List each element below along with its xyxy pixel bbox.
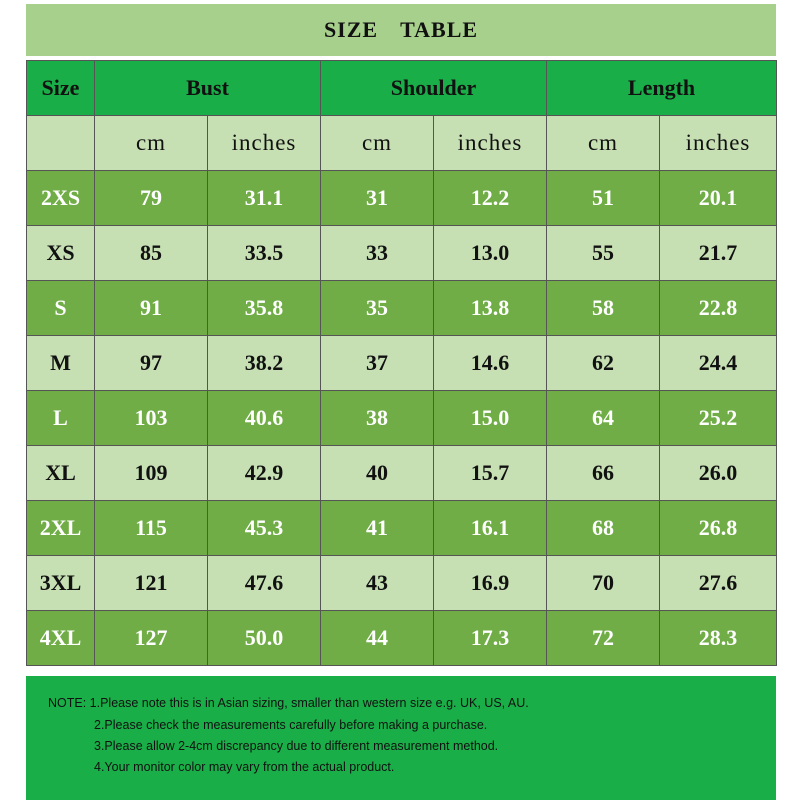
size-chart [26,0,776,800]
bust-inches-cell: 47.6 [208,556,321,611]
title-word-size: SIZE [323,17,379,42]
table-row [27,281,777,336]
length-inches-cell: 22.8 [660,281,777,336]
note-line-2: 2.Please check the measurements carefully before making a purchase. [94,718,488,732]
shoulder-cm-cell: 44 [321,611,434,666]
shoulder-inches-cell: 16.1 [434,501,547,556]
length-inches-cell: 20.1 [660,171,777,226]
length-inches-cell: 21.7 [660,226,777,281]
shoulder-inches-cell: 13.0 [434,226,547,281]
header-bust: Bust [95,61,321,116]
table-row [27,226,777,281]
bust-inches-cell: 45.3 [208,501,321,556]
length-cm-cell: 55 [547,226,660,281]
size-cell: L [27,391,95,446]
bust-inches-cell: 40.6 [208,391,321,446]
note-line-1: NOTE: 1.Please note this is in Asian sizing, smaller than western size e.g. UK, US, AU. [48,696,529,710]
bust-cm-cell: 103 [95,391,208,446]
note-line-4: 4.Your monitor color may vary from the actual product. [94,760,395,774]
bust-cm-cell: 109 [95,446,208,501]
bust-cm-cell: 97 [95,336,208,391]
notes-panel [26,676,776,800]
title-word-table: TABLE [400,17,479,42]
table-row [27,501,777,556]
size-cell: S [27,281,95,336]
shoulder-cm-cell: 31 [321,171,434,226]
shoulder-inches-cell: 15.7 [434,446,547,501]
shoulder-inches-cell: 14.6 [434,336,547,391]
length-inches-cell: 24.4 [660,336,777,391]
length-cm-cell: 66 [547,446,660,501]
header-row [27,61,777,116]
table-row [27,446,777,501]
shoulder-cm-cell: 35 [321,281,434,336]
shoulder-cm-cell: 33 [321,226,434,281]
bust-cm-cell: 121 [95,556,208,611]
length-inches-cell: 27.6 [660,556,777,611]
length-cm-cell: 51 [547,171,660,226]
header-size: Size [27,61,95,116]
bust-inches-cell: 35.8 [208,281,321,336]
shoulder-inches-cell: 17.3 [434,611,547,666]
length-inches-cell: 28.3 [660,611,777,666]
table-row [27,556,777,611]
shoulder-cm-cell: 43 [321,556,434,611]
bust-cm-cell: 85 [95,226,208,281]
shoulder-cm-cell: 37 [321,336,434,391]
shoulder-cm-cell: 41 [321,501,434,556]
size-table [26,60,777,666]
length-inches-cell: 25.2 [660,391,777,446]
bust-cm-cell: 127 [95,611,208,666]
unit-shoulder-cm: cm [321,116,434,171]
size-cell: XS [27,226,95,281]
length-cm-cell: 62 [547,336,660,391]
shoulder-inches-cell: 13.8 [434,281,547,336]
shoulder-inches-cell: 12.2 [434,171,547,226]
unit-bust-cm: cm [95,116,208,171]
header-shoulder: Shoulder [321,61,547,116]
shoulder-cm-cell: 40 [321,446,434,501]
header-length: Length [547,61,777,116]
length-cm-cell: 68 [547,501,660,556]
unit-shoulder-inches: inches [434,116,547,171]
length-cm-cell: 58 [547,281,660,336]
shoulder-inches-cell: 16.9 [434,556,547,611]
length-cm-cell: 70 [547,556,660,611]
bust-inches-cell: 33.5 [208,226,321,281]
length-cm-cell: 72 [547,611,660,666]
note-line-3: 3.Please allow 2-4cm discrepancy due to different measurement method. [94,739,499,753]
shoulder-cm-cell: 38 [321,391,434,446]
length-inches-cell: 26.0 [660,446,777,501]
bust-inches-cell: 42.9 [208,446,321,501]
bust-inches-cell: 31.1 [208,171,321,226]
size-cell: 4XL [27,611,95,666]
size-cell: 2XL [27,501,95,556]
size-cell: 2XS [27,171,95,226]
bust-cm-cell: 91 [95,281,208,336]
shoulder-inches-cell: 15.0 [434,391,547,446]
table-row [27,171,777,226]
units-blank [27,116,95,171]
bust-inches-cell: 38.2 [208,336,321,391]
unit-length-cm: cm [547,116,660,171]
chart-title [26,4,776,56]
bust-cm-cell: 115 [95,501,208,556]
table-row [27,391,777,446]
size-cell: XL [27,446,95,501]
table-row [27,611,777,666]
table-row [27,336,777,391]
bust-cm-cell: 79 [95,171,208,226]
size-cell: 3XL [27,556,95,611]
length-inches-cell: 26.8 [660,501,777,556]
unit-bust-inches: inches [208,116,321,171]
size-cell: M [27,336,95,391]
unit-length-inches: inches [660,116,777,171]
units-row [27,116,777,171]
bust-inches-cell: 50.0 [208,611,321,666]
length-cm-cell: 64 [547,391,660,446]
